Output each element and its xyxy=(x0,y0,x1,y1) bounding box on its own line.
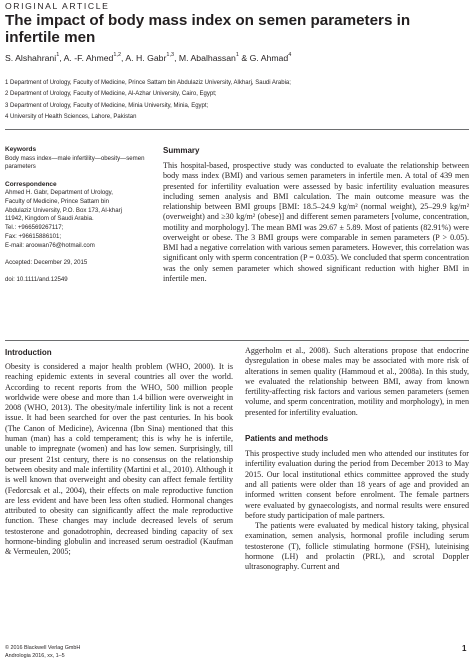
right-column xyxy=(245,346,469,573)
author-affiliation-marker: 1,3 xyxy=(166,52,175,58)
author-name: M. Abalhassan xyxy=(178,53,236,63)
correspondence-line: 11942, Kingdom of Saudi Arabia. xyxy=(5,215,94,223)
methods-paragraph: This prospective study included men who attended our institutes for infertility evaluation during the period from December 2013 to May 2015. Our local institutional ethics committee approved the study and all patients were older than 18 years of age and provided an informed written consent before enrolment. The female partners were evaluated by gynaecologists, and normal results were ensured before study participation of male partners. xyxy=(245,449,469,520)
author-affiliation-marker: 1 xyxy=(235,52,239,58)
correspondence-email[interactable]: E-mail: aroowan76@hotmail.com xyxy=(5,241,95,249)
page-footer xyxy=(5,645,80,660)
author-name: A. H. Gabr xyxy=(125,53,167,63)
methods-paragraph: The patients were evaluated by medical history taking, physical examination, semen analysis, hormonal profile including serum testosterone (T), follicle stimulating hormone (FSH), luteinising hormone (LH) and prolactin (PRL), and scrotal Doppler ultrasonography. Current and xyxy=(245,521,469,572)
introduction-heading: Introduction xyxy=(5,348,52,357)
methods-body xyxy=(245,449,469,573)
author-affiliation-marker: 1 xyxy=(56,52,60,58)
keywords-heading: Keywords xyxy=(5,146,37,153)
journal-citation: Andrologia 2016, xx, 1–5 xyxy=(5,652,65,659)
author-affiliation-marker: 4 xyxy=(288,52,292,58)
affiliation-number: 4 xyxy=(5,113,11,120)
affiliation-text: Department of Urology, Faculty of Medicine, Al-Azhar University, Cairo, Egypt; xyxy=(10,91,217,98)
left-column xyxy=(5,348,233,558)
keywords-block xyxy=(5,146,155,172)
author-separator: , xyxy=(59,53,64,63)
correspondence-line: Faculty of Medicine, Prince Sattam bin xyxy=(5,198,109,206)
copyright-notice: © 2016 Blackwell Verlag GmbH xyxy=(5,645,81,651)
introduction-paragraph-cont: Aggerholm et al., 2008). Such alterations propose that endocrine dysregulation in obese males may be associated with more risk of alterations in semen quality (Hammoud et al., 2008a). In this study, we evaluated the relationship between BMI, away from known fertility-affecting risk factors and various semen parameters (semen volume, and sperm concentration, motility and morphology), in men presented for infertility evaluation. xyxy=(245,346,469,417)
author-separator: & xyxy=(238,53,250,63)
author-name: G. Ahmad xyxy=(249,53,289,63)
author-name: A. -F. Ahmed xyxy=(63,53,114,63)
summary-divider xyxy=(5,340,469,341)
article-type-label: ORIGINAL ARTICLE xyxy=(5,1,110,11)
author-name: S. Alshahrani xyxy=(5,53,57,63)
affiliation-number: 2 xyxy=(5,91,11,98)
affiliation-number: 3 xyxy=(5,102,11,109)
affiliation-text: Department of Urology, Faculty of Medicine, Minia University, Minia, Egypt; xyxy=(10,102,209,109)
affiliation-text: University of Health Sciences, Lahore, Pakistan xyxy=(10,113,137,120)
introduction-body xyxy=(5,362,233,558)
author-separator: , xyxy=(174,53,179,63)
header-divider xyxy=(5,129,469,130)
affiliation-text: Department of Urology, Faculty of Medicine, Prince Sattam bin Abdulaziz University, Alkharj, Saudi Arabia; xyxy=(10,80,291,86)
page-number: 1 xyxy=(462,644,467,653)
affiliation-line xyxy=(5,78,470,89)
summary-heading: Summary xyxy=(163,146,200,155)
author-affiliation-marker: 1,2 xyxy=(113,52,122,58)
keywords-text: Body mass index—male infertility—obesity—semen parameters xyxy=(5,154,145,171)
affiliation-line xyxy=(5,112,470,123)
author-separator: , xyxy=(121,53,126,63)
correspondence-line: Abdulaziz University, P.O. Box 173, Al-kharj xyxy=(5,206,122,214)
correspondence-line: Tel.: +966569267117; xyxy=(5,224,64,232)
doi-link[interactable]: doi: 10.1111/and.12549 xyxy=(5,275,68,283)
introduction-paragraph: Obesity is considered a major health problem (WHO, 2000). It is reaching epidemic extents in several countries all over the world. According to recent reports from the WHO, 500 million people worldwide were obese and more than 1.4 billion were overweight in 2008 (WHO, 2013). The obesity/male infertility link is not a recent issue. It had been searched for over the past centuries. In his book (The Canon of Medicine), Avicenna (Ibn Sina) mentioned that this human (man) has a cold temperament; this is why he is infertile, unable to impregnate (women) and has low semen. Surprisingly, till our present 21st century, there is no consensus on the relationship between obesity and male infertility (Martini et al., 2010). Although it is well known that overweight and obesity can affect female fertility (Fedorcsak et al., 2004), their effects on male reproductive function are less evident and have been less often studied. Hormonal changes attributed to obesity can significantly affect the male reproductive function. These changes may include decreased levels of serum testosterone and gonadotrophin, decreased binding capacity of sex hormone-binding globulin and increased serum oestradiol (Kaufman & Vermeulen, 2005; xyxy=(5,362,233,557)
affiliation-list xyxy=(5,78,470,123)
methods-heading: Patients and methods xyxy=(245,434,329,444)
affiliation-line xyxy=(5,101,470,112)
introduction-continuation xyxy=(245,346,469,418)
correspondence-heading: Correspondence xyxy=(5,180,57,188)
article-title: The impact of body mass index on semen parameters in infertile men xyxy=(5,12,411,46)
correspondence-line: Fax: +96615886101; xyxy=(5,232,62,240)
article-sidebar xyxy=(5,146,155,293)
summary-text: This hospital-based, prospective study was conducted to evaluate the relationship between body mass index (BMI) and various semen parameters in infertile men. A total of 439 men presented for infertility evaluation were assessed by basic infertility evaluation measures including semen analysis and BMI calculation. The main outcome measure was the relationship between BMI groups [BMI: 18.5–24.9 kg/m² (normal weight), 25–29.9 kg/m² (overweight) and ≥30 kg/m² (obese)] and different semen parameters [volume, concentration, motility and morphology]. The mean BMI was 29.67 ± 5.89. Most of patients (82.91%) were overweight or obese. The 3 BMI groups were comparable in semen parameters (P > 0.05). BMI had a negative correlation with various semen parameters. However, this correlation was significant only with sperm concentration (P = 0.035). We concluded that sperm concentration was the only semen parameter which showed significant reduction with higher BMI in infertile men. xyxy=(163,161,469,283)
affiliation-line xyxy=(5,89,470,100)
correspondence-block xyxy=(5,181,155,251)
accepted-date: Accepted: December 29, 2015 xyxy=(5,258,88,266)
correspondence-line: Ahmed H. Gabr, Department of Urology, xyxy=(5,189,113,197)
affiliation-number: 1 xyxy=(5,80,11,86)
author-list xyxy=(5,53,470,63)
